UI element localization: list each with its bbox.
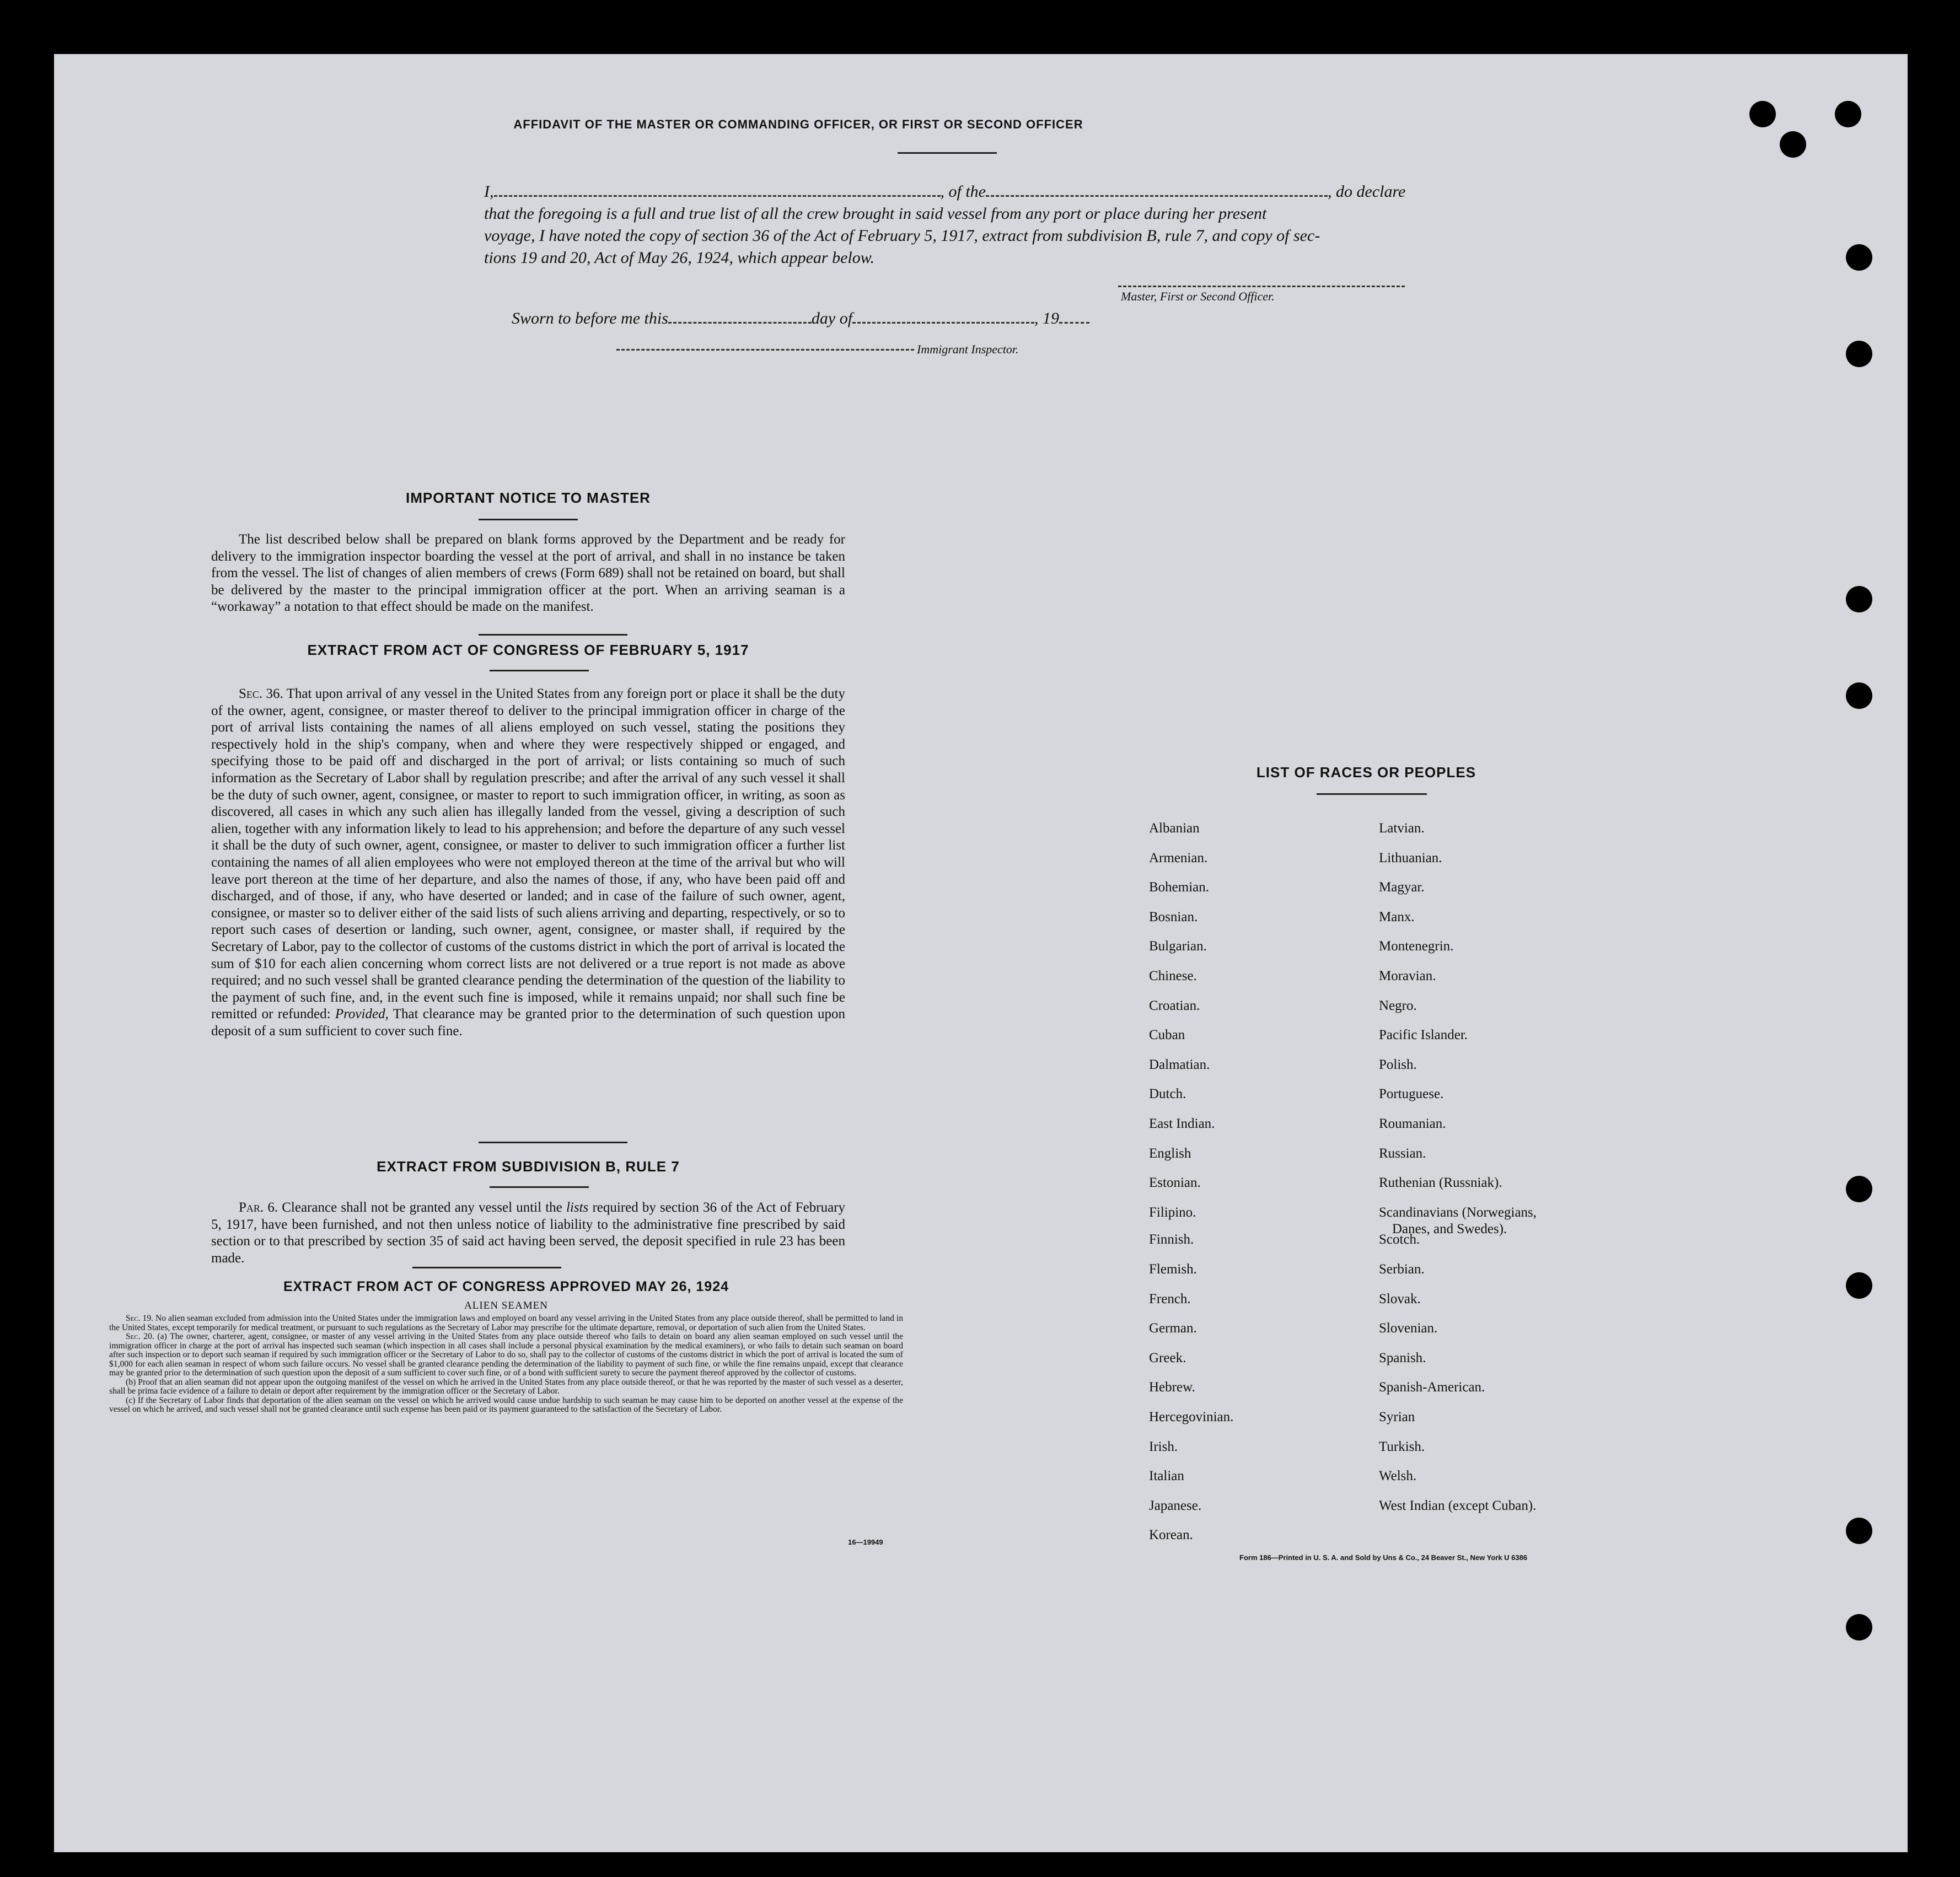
- notice-body: The list described below shall be prepared on blank forms approved by the Department and be ready for delivery to the immigration inspector boarding the vessel at the port of arrival, and shall in no instance be taken from the vessel. The list of changes of alien members of crews (Form 689) shall not be retained on board, but shall be delivered by the master to the principal immigration officer at the port. When an arriving seaman is a “workaway” a notation to that effect should be made on the manifest.: [211, 532, 845, 615]
- sec36-text: That upon arrival of any vessel in the United States from any foreign port or place it shall be the duty of the owner, agent, consignee, or master thereof to deliver to the principal immigration officer in charge of the port of arrival lists containing the names of all aliens employed on such vessel, stating the positions they respectively hold in the ship's company, when and where they were respectively shipped or engaged, and specifying those to be paid off and discharged in the port of arrival; or lists containing so much of such information as the Secretary of Labor shall by regulation prescribe; and after the arrival of any such vessel it shall be the duty of such owner, agent, consignee, or master to report to such immigration officer, in writing, as soon as discovered, all cases in which any such alien has illegally landed from the vessel, giving a description of such alien, together with any information likely to lead to his apprehension; and before the departure of any such vessel it shall be the duty of such owner, agent, consignee, or master to deliver to such immigration officer a further list containing the names of all alien employees who were not employed thereon at the time of the arrival but who will leave port thereon at the time of her departure, and also the names of those, if any, who have been paid off and discharged, and of those, if any, who have deserted or landed; and in case of the failure of such owner, agent, consignee, or master so to deliver either of the said lists of such aliens arriving and departing, respectively, or so to report such cases of desertion or landing, such owner, agent, consignee, or master shall, if required by the Secretary of Labor, pay to the collector of customs of the customs district in which the port of arrival is located the sum of $10 for each alien concerning whom correct lists are not delivered or a true report is not made as above required; and no such vessel shall be granted clearance pending the determination of the question of the liability to the payment of such fine, and, in the event such fine is imposed, while it remains unpaid; nor shall such fine be remitted or refunded:: [211, 686, 845, 1022]
- race-left-item: Chinese.: [1149, 969, 1197, 983]
- sec19-label: Sec. 19.: [126, 1314, 154, 1323]
- extract1917-title: EXTRACT FROM ACT OF CONGRESS OF FEBRUARY 5, 1917: [307, 642, 749, 658]
- affidavit-line-4: tions 19 and 20, Act of May 26, 1924, which appear below.: [484, 249, 875, 267]
- sworn-year: , 19: [1034, 309, 1060, 327]
- race-left-item: Dalmatian.: [1149, 1057, 1210, 1072]
- par6-label: Par. 6.: [239, 1200, 278, 1215]
- race-right-item: Turkish.: [1379, 1439, 1425, 1454]
- rule7-text-a: Clearance shall not be granted any vessel until the: [282, 1200, 562, 1215]
- race-right-item: Pacific Islander.: [1379, 1028, 1468, 1042]
- punch-hole: [1780, 131, 1806, 158]
- race-right-item: Lithuanian.: [1379, 851, 1442, 865]
- race-right-item: Negro.: [1379, 998, 1417, 1013]
- race-left-item: Flemish.: [1149, 1262, 1197, 1277]
- race-right-item: Russian.: [1379, 1146, 1426, 1161]
- race-right-item: Syrian: [1379, 1410, 1415, 1424]
- race-right-item: Polish.: [1379, 1057, 1417, 1072]
- punch-hole: [1749, 101, 1776, 127]
- race-right-item: Roumanian.: [1379, 1116, 1446, 1131]
- affidavit-title-rule: [898, 152, 997, 154]
- races-title-rule: [1317, 793, 1427, 795]
- notice-title: IMPORTANT NOTICE TO MASTER: [406, 490, 651, 506]
- sworn-day-of: day of: [811, 309, 853, 327]
- race-right-item: Moravian.: [1379, 969, 1436, 983]
- race-left-item: Hercegovinian.: [1149, 1410, 1234, 1424]
- punch-hole: [1846, 682, 1872, 709]
- race-left-item: Filipino.: [1149, 1205, 1196, 1220]
- sworn-year-blank[interactable]: [1059, 310, 1089, 324]
- punch-hole: [1846, 1176, 1872, 1202]
- punch-hole: [1846, 1614, 1872, 1641]
- race-right-item: Latvian.: [1379, 821, 1425, 836]
- race-right-item: Scotch.: [1379, 1232, 1420, 1247]
- race-left-item: Estonian.: [1149, 1175, 1201, 1190]
- affidavit-i: I,: [484, 182, 494, 201]
- punch-hole: [1846, 586, 1872, 612]
- name-blank[interactable]: [494, 183, 941, 197]
- rule7-body: [211, 1200, 845, 1267]
- sec20a-paragraph: [109, 1332, 903, 1378]
- races-title: LIST OF RACES OR PEOPLES: [1256, 764, 1476, 781]
- race-left-item: Albanian: [1149, 821, 1200, 836]
- extract1917-title-rule: [490, 670, 589, 671]
- race-right-item: Slovak.: [1379, 1292, 1421, 1306]
- sec20a-text: (a) The owner, charterer, agent, consignee, or master of any vessel arriving in the United States from any place outside thereof who fails to detain on board any alien seaman employed on such vessel until the immigration officer in charge at the port of arrival has inspected such seaman (which inspection in all cases shall include a personal physical examination by the medical examiners), or who fails to detain such seaman on board after such inspection or to deport such seaman if required by such immigration officer or the Secretary of Labor to do so, shall pay to the collector of customs of the customs district in which the port of arrival is located the sum of $1,000 for each alien seaman in respect of whom such failure occurs. No vessel shall be granted clearance pending the determination of the liability to payment of such fine, or while the fine remains unpaid, except that clearance may be granted prior to the determination of such question upon the deposit of a sum sufficient to cover such fine, or of a bond with sufficient surety to secure the payment thereof approved by the collector of customs.: [109, 1332, 903, 1378]
- race-left-item: Bulgarian.: [1149, 939, 1207, 954]
- race-right-item: Spanish-American.: [1379, 1380, 1485, 1395]
- extract1924-top-rule: [412, 1267, 561, 1268]
- race-left-item: English: [1149, 1146, 1191, 1161]
- affidavit-line-1: [484, 181, 1515, 203]
- sec20b-paragraph: (b) Proof that an alien seaman did not appear upon the outgoing manifest of the vessel on which he arrived in the United States from any place outside thereof, or that he was reported by the master of such vessel as a deserter, shall be prima facie evidence of a failure to detain or deport after requirement by the immigration officer or the Secretary of Labor.: [109, 1377, 903, 1396]
- extract1917-top-rule: [479, 634, 627, 636]
- sec36-label: Sec. 36.: [239, 686, 283, 701]
- race-left-item: Finnish.: [1149, 1232, 1194, 1247]
- extract1924-body: [109, 1314, 903, 1415]
- race-right-item: Manx.: [1379, 910, 1415, 924]
- rule7-top-rule: [479, 1142, 627, 1143]
- race-left-item: German.: [1149, 1321, 1197, 1336]
- affidavit-title: AFFIDAVIT OF THE MASTER OR COMMANDING OFFICER, OR FIRST OR SECOND OFFICER: [513, 117, 1083, 131]
- race-left-item: Bohemian.: [1149, 880, 1210, 895]
- rule7-text-b: required by section 36 of the Act of February 5, 1917, have been furnished, and not then unless notice of liability to the administrative fine prescribed by said section or to that prescribed by section 35 of said act having been served, the deposit specified in rule 23 has been made.: [211, 1200, 846, 1266]
- sec20-label: Sec. 20.: [126, 1332, 154, 1341]
- race-left-item: Greek.: [1149, 1351, 1186, 1365]
- affidavit-of-the: , of the: [940, 182, 986, 201]
- race-right-item: Danes, and Swedes).: [1392, 1222, 1507, 1236]
- extract1924-subtitle: ALIEN SEAMEN: [464, 1300, 548, 1311]
- sec19-paragraph: [109, 1314, 903, 1332]
- race-right-item: Scandinavians (Norwegians,: [1379, 1205, 1537, 1220]
- race-left-item: Armenian.: [1149, 851, 1208, 865]
- signature-label: Master, First or Second Officer.: [1121, 289, 1275, 303]
- affidavit-line-3: voyage, I have noted the copy of section 36 of the Act of February 5, 1917, extract from subdivision B, rule 7, and copy of sec-: [484, 227, 1320, 245]
- race-right-item: West Indian (except Cuban).: [1379, 1498, 1537, 1513]
- race-left-item: Italian: [1149, 1469, 1184, 1483]
- race-right-item: Ruthenian (Russniak).: [1379, 1175, 1502, 1190]
- vessel-blank[interactable]: [986, 183, 1328, 197]
- race-left-item: Croatian.: [1149, 998, 1200, 1013]
- punch-hole: [1846, 341, 1872, 367]
- race-left-item: Dutch.: [1149, 1087, 1186, 1101]
- punch-hole: [1846, 244, 1872, 271]
- inspector-label: Immigrant Inspector.: [917, 342, 1019, 356]
- race-left-item: Cuban: [1149, 1028, 1185, 1042]
- sec20c-paragraph: (c) If the Secretary of Labor finds that deportation of the alien seaman on the vessel on which he arrived would cause undue hardship to such seaman he may cause him to be deported on another vessel at the expense of the vessel on which he arrived, and such vessel shall not be granted clearance until such expense has been paid or its payment guaranteed to the satisfaction of the Secretary of Labor.: [109, 1395, 903, 1414]
- race-right-item: Magyar.: [1379, 880, 1425, 895]
- race-left-item: Bosnian.: [1149, 910, 1198, 924]
- race-left-item: Irish.: [1149, 1439, 1178, 1454]
- punch-hole: [1846, 1272, 1872, 1299]
- race-right-item: Montenegrin.: [1379, 939, 1454, 954]
- lists-word: lists: [566, 1200, 589, 1215]
- affidavit-line-2: that the foregoing is a full and true list of all the crew brought in said vessel from any port or place during her present: [484, 205, 1267, 223]
- sworn-month-blank[interactable]: [852, 310, 1034, 324]
- race-left-item: French.: [1149, 1292, 1191, 1306]
- proviso-word: Provided,: [335, 1007, 389, 1022]
- inspector-blank-line[interactable]: [616, 337, 914, 351]
- race-right-item: Slovenian.: [1379, 1321, 1438, 1336]
- race-right-item: Spanish.: [1379, 1351, 1426, 1365]
- extract1917-body: [211, 686, 845, 1040]
- sec19-text: No alien seaman excluded from admission into the United States under the immigration laws and employed on board any vessel arriving in the United States from any place outside thereof, shall be permitted to land in the United States, except temporarily for medical treatment, or pursuant to such regulations as the Secretary of Labor may prescribe for the ultimate departure, removal, or deportation of such alien from the United States.: [109, 1314, 903, 1332]
- rule7-title-rule: [490, 1186, 589, 1188]
- extract1924-title: EXTRACT FROM ACT OF CONGRESS APPROVED MAY 26, 1924: [283, 1279, 729, 1294]
- race-left-item: Hebrew.: [1149, 1380, 1195, 1395]
- print-code: 16—19949: [848, 1538, 883, 1546]
- race-right-item: Welsh.: [1379, 1469, 1417, 1483]
- proviso-text: That clearance may be granted prior to the determination of such question upon deposit of a sum sufficient to cover such fine.: [211, 1007, 845, 1039]
- form-footer: Form 186—Printed in U. S. A. and Sold by Uns & Co., 24 Beaver St., New York U 6386: [1239, 1553, 1528, 1562]
- race-left-item: Korean.: [1149, 1528, 1193, 1542]
- punch-hole: [1835, 101, 1861, 127]
- notice-title-rule: [479, 519, 578, 520]
- document-sheet: [54, 54, 1908, 1852]
- rule7-title: EXTRACT FROM SUBDIVISION B, RULE 7: [377, 1158, 680, 1175]
- affidavit-declare: , do declare: [1328, 182, 1406, 201]
- sworn-line: [512, 308, 1089, 330]
- sworn-prefix: Sworn to before me this: [512, 309, 668, 327]
- punch-hole: [1846, 1518, 1872, 1544]
- race-right-item: Serbian.: [1379, 1262, 1425, 1277]
- race-right-item: Portuguese.: [1379, 1087, 1444, 1101]
- sworn-day-blank[interactable]: [668, 310, 812, 324]
- race-left-item: Japanese.: [1149, 1498, 1202, 1513]
- race-left-item: East Indian.: [1149, 1116, 1215, 1131]
